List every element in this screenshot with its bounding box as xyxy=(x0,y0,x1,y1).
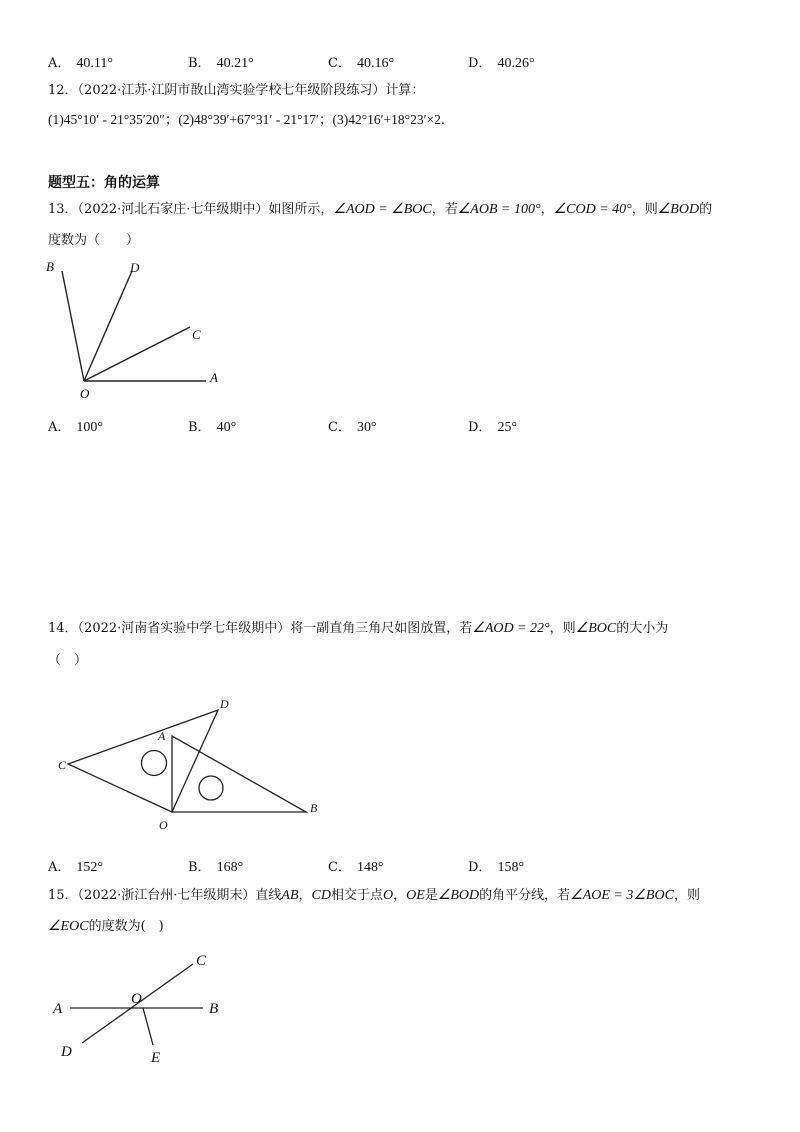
q14-option-d: D． 158° xyxy=(468,860,525,875)
q13-option-a: A． 100° xyxy=(48,420,103,435)
q15-question: 15．（2022·浙江台州·七年级期末）直线AB，CD相交于点O，OE是∠BOD的角平分线，若∠AOE = 3∠BOC，则 xyxy=(48,888,700,903)
q14-label-d: D xyxy=(220,697,229,711)
q11-option-a: A． 40.11° xyxy=(48,56,113,71)
q13-question: 13．（2022·河北石家庄·七年级期中）如图所示，∠AOD = ∠BOC，若∠AOB = 100°，∠COD = 40°，则∠BOD的 xyxy=(48,202,713,217)
section-title: 题型五：角的运算 xyxy=(48,175,160,191)
q13-option-d: D． 25° xyxy=(468,420,518,435)
q13-label-c: C xyxy=(192,327,201,342)
q15-label-o: O xyxy=(131,991,142,1007)
q13-question-line2: 度数为（ ） xyxy=(48,233,140,248)
q13-option-c: C． 30° xyxy=(328,420,377,435)
q15-label-a: A xyxy=(53,1001,63,1017)
q14-question-line2: （ ） xyxy=(48,653,88,668)
q13-figure xyxy=(40,255,240,405)
q15-label-e: E xyxy=(151,1050,161,1066)
q15-label-d: D xyxy=(61,1044,72,1060)
q15-label-b: B xyxy=(209,1001,219,1017)
q14-label-o: O xyxy=(159,818,168,832)
q14-label-a: A xyxy=(158,729,166,743)
q15-question-line2: ∠EOC的度数为( ) xyxy=(48,919,164,934)
q14-option-b: B． 168° xyxy=(188,860,244,875)
q14-option-a: A． 152° xyxy=(48,860,103,875)
q14-option-c: C． 148° xyxy=(328,860,384,875)
q14-label-c: C xyxy=(58,758,67,772)
q12-expression: (1)45°10′ - 21°35′20″；(2)48°39′+67°31′ - 21°17′；(3)42°16′+18°23′×2． xyxy=(48,112,455,127)
q14-hole-right xyxy=(199,776,223,800)
q14-label-b: B xyxy=(310,801,318,815)
q13-ray-od xyxy=(84,271,132,381)
q13-ray-ob xyxy=(62,271,84,381)
q14-hole-left xyxy=(142,751,167,776)
q15-ray-oe xyxy=(143,1008,153,1045)
q14-question: 14．（2022·河南省实验中学七年级期中）将一副直角三角尺如图放置，若∠AOD = 22°，则∠BOC的大小为 xyxy=(48,621,669,636)
q11-option-b: B． 40.21° xyxy=(188,56,254,71)
q15-figure xyxy=(45,945,245,1075)
q11-option-d: D． 40.26° xyxy=(468,56,535,71)
q13-option-b: B． 40° xyxy=(188,420,237,435)
q14-triangle-aob xyxy=(172,736,306,812)
q14-triangle-cdo xyxy=(68,710,218,812)
q11-option-c: C． 40.16° xyxy=(328,56,395,71)
q13-ray-oc xyxy=(84,327,190,381)
q13-label-d: D xyxy=(130,260,140,275)
q12-question: 12．（2022·江苏·江阴市敔山湾实验学校七年级阶段练习）计算： xyxy=(48,83,425,98)
q13-label-o: O xyxy=(80,386,90,401)
q13-label-b: B xyxy=(46,259,54,274)
q14-figure xyxy=(50,690,340,840)
q13-label-a: A xyxy=(210,370,218,385)
q15-label-c: C xyxy=(196,953,207,969)
